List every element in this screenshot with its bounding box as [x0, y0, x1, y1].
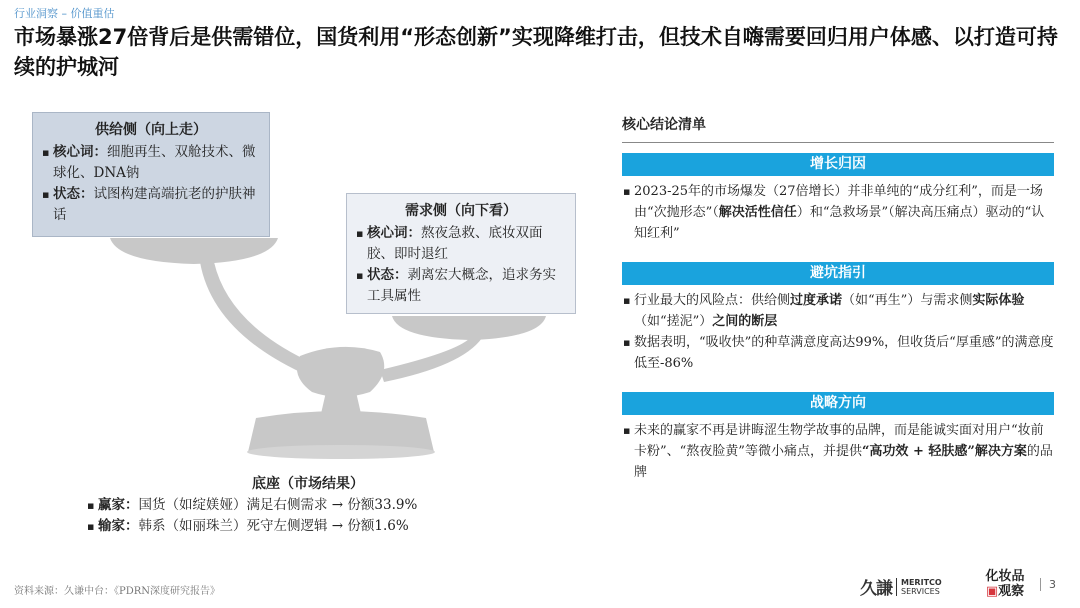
conclusion-bullet: [624, 181, 1054, 244]
bullet-emphasis: 实际体验: [972, 293, 1025, 308]
loser-label: 输家：: [98, 518, 139, 534]
cosmetics-observer-logo: [980, 569, 1030, 603]
bullet-text: 数据表明，“吸收快”的种草满意度高达99%，但收货后“厚重感”的满意度低至-86%: [634, 335, 1054, 371]
conclusion-bullet: [624, 332, 1054, 374]
meritco-logo-cn: 久謙: [860, 579, 892, 599]
demand-status: [357, 265, 565, 307]
source-note: 资料来源：久谦中台：《PDRN深度研究报告》: [14, 586, 221, 597]
scale-pivot: [297, 347, 384, 397]
section-body: [622, 285, 1054, 374]
conclusions-sections: [622, 153, 1054, 483]
demand-keywords: [357, 223, 565, 265]
right-scale-plate: [392, 316, 546, 340]
market-result-block: [88, 473, 528, 537]
supply-keywords-text: 细胞再生、双舱技术、微球化、DNA钠: [53, 144, 256, 181]
conclusions-panel: [622, 114, 1054, 483]
bullet-text: 的品牌: [634, 444, 1053, 480]
bullet-emphasis: 解决活性信任: [718, 205, 797, 220]
bullet-text: 行业最大的风险点：供给侧: [634, 293, 791, 308]
supply-keywords-label: 核心词：: [53, 144, 107, 160]
left-scale-arm: [200, 262, 306, 372]
demand-side-box: [346, 193, 576, 314]
conclusion-bullet: [624, 290, 1054, 332]
logo2-square-icon: ▣: [985, 584, 999, 599]
supply-side-box: [32, 112, 270, 237]
winner-text: 国货（如绽媄娅）满足右侧需求 → 份额33.9%: [138, 497, 418, 513]
bullet-emphasis: “高功效 + 轻肤感”解决方案: [861, 444, 1027, 459]
bullet-emphasis: 之间的断层: [712, 314, 778, 329]
bullet-text: 未来的赢家不再是讲晦涩生物学故事的品牌，而是能诚实面对用户“妆前卡粉”、“熬夜脸黄”等微小痛点，并提供: [634, 423, 1044, 459]
meritco-logo: [860, 574, 942, 599]
section-body: [622, 415, 1054, 483]
bullet-text: 2023-25年的市场爆发（27倍增长）并非单纯的“成分红利”，而是一场由“次抛形态”（: [634, 184, 1043, 220]
winner-label: 赢家：: [98, 497, 139, 513]
bullet-text: （如“搓泥”）: [634, 314, 713, 329]
demand-keywords-text: 熬夜急救、底妆双面胶、即时退红: [367, 225, 543, 262]
supply-status: [43, 184, 259, 226]
demand-status-label: 状态：: [367, 267, 408, 283]
section-header: 避坑指引: [622, 262, 1054, 285]
conclusions-title: 核心结论清单: [622, 114, 1054, 143]
meritco-logo-en: [896, 578, 942, 596]
supply-status-text: 试图构建高端抗老的护肤神话: [53, 186, 256, 223]
left-scale-plate: [110, 238, 278, 264]
supply-keywords: [43, 142, 259, 184]
meritco-logo-en-bottom: SERVICES: [901, 586, 940, 596]
loser-line: [88, 516, 528, 537]
conclusion-bullet: [624, 420, 1054, 483]
supply-title: 供给侧（向上走）: [95, 122, 207, 138]
logo2-top: 化妆品: [985, 569, 1025, 584]
page-title: 市场暴涨27倍背后是供需错位，国货利用“形态创新”实现降维打击，但技术自嗨需要回归用户体感、以打造可持续的护城河: [14, 25, 1058, 79]
bullet-emphasis: 过度承诺: [790, 293, 843, 308]
demand-title: 需求侧（向下看）: [405, 203, 517, 219]
supply-status-label: 状态：: [53, 186, 94, 202]
bullet-text: （如“再生”）与需求侧: [842, 293, 973, 308]
section-body: [622, 176, 1054, 244]
section-header: 增长归因: [622, 153, 1054, 176]
section-label: 行业洞察 – 价值重估: [14, 7, 115, 20]
logo2-bottom: 观察: [998, 584, 1025, 599]
right-scale-arm: [380, 338, 482, 382]
meritco-logo-en-top: MERITCO: [901, 577, 942, 587]
demand-status-text: 剥离宏大概念，追求务实工具属性: [367, 267, 556, 304]
section-header: 战略方向: [622, 392, 1054, 415]
winner-line: [88, 495, 528, 516]
scale-base-shadow: [247, 445, 435, 459]
page-number: 3: [1040, 578, 1056, 591]
loser-text: 韩系（如丽珠兰）死守左侧逻辑 → 份额1.6%: [138, 518, 409, 534]
bullet-text: ）和“急救场景”（解决高压痛点）驱动的“认知红利”: [634, 205, 1045, 241]
market-result-title: 底座（市场结果）: [252, 476, 364, 492]
demand-keywords-label: 核心词：: [367, 225, 421, 241]
